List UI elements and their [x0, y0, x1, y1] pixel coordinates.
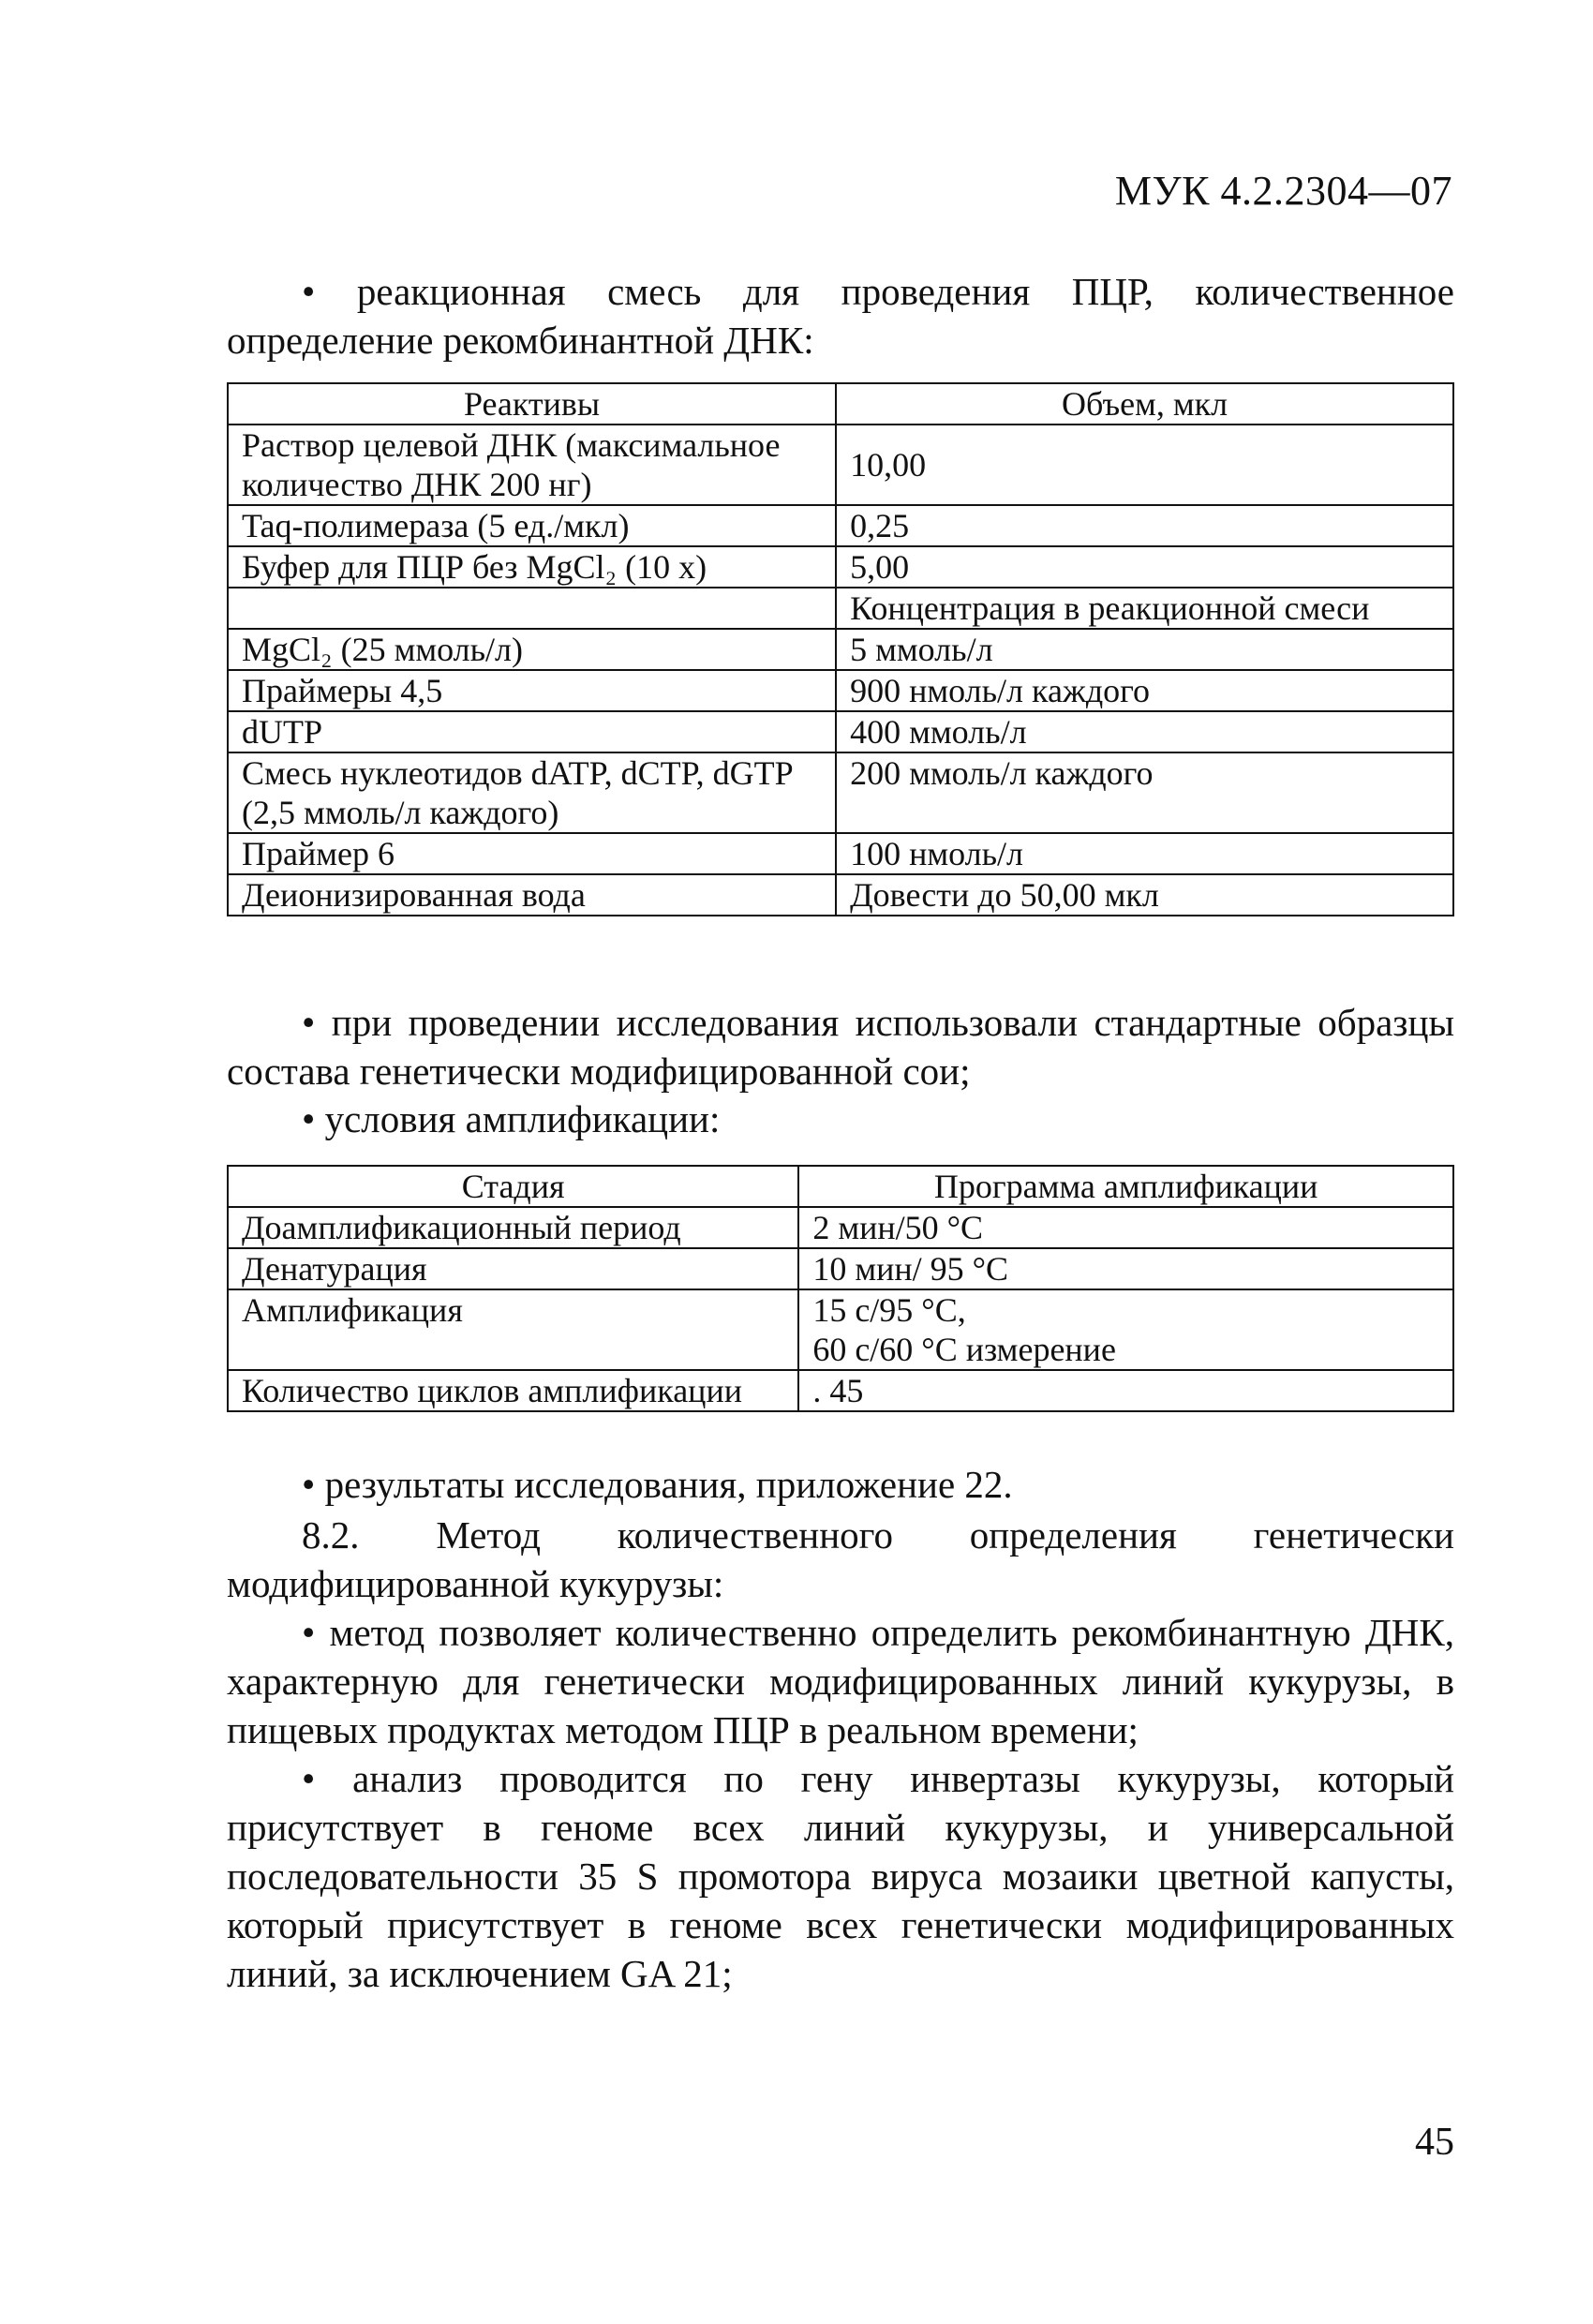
table-cell: Смесь нуклеотидов dATP, dCTP, dGTP (2,5 ммоль/л каждого)	[228, 752, 836, 833]
column-header: Стадия	[228, 1166, 798, 1207]
table-cell: Доамплификационный период	[228, 1207, 798, 1248]
table-row	[228, 505, 1453, 546]
table-cell: 2 мин/50 °С	[798, 1207, 1453, 1248]
column-header: Программа амплификации	[798, 1166, 1453, 1207]
table-cell: 15 с/95 °С, 60 с/60 °С измерение	[798, 1289, 1453, 1370]
table-cell: Амплификация	[228, 1289, 798, 1370]
table-row	[228, 1207, 1453, 1248]
bullet-amplification-conditions: • условия амплификации:	[302, 1097, 721, 1140]
bullet-analysis-description: • анализ проводится по гену инвертазы кукурузы, который присутствует в геноме всех линий кукурузы, и универсальной последовательности 35 S промотора вируса мозаики цветной капусты, который присутствует в геноме всех генетически модифицированных линий, за исключением GA 21;	[227, 1757, 1454, 1995]
table-row	[228, 711, 1453, 752]
table-cell: Буфер для ПЦР без MgCl₂ (10 x)	[228, 546, 836, 588]
page-number: 45	[1415, 2121, 1454, 2164]
table-cell: Праймеры 4,5	[228, 670, 836, 711]
bullet-standard-samples: • при проведении исследования использовали стандартные образцы состава генетически модифицированной сои;	[227, 1001, 1454, 1093]
table-cell: Taq-полимераза (5 ед./мкл)	[228, 505, 836, 546]
table-cell: Деионизированная вода	[228, 874, 836, 916]
table-row	[228, 425, 1453, 505]
table-cell: Концентрация в реакционной смеси	[836, 588, 1453, 629]
table-cell: dUTP	[228, 711, 836, 752]
table-row	[228, 546, 1453, 588]
table-cell: 10,00	[836, 425, 1453, 505]
table-cell: 0,25	[836, 505, 1453, 546]
table-row	[228, 588, 1453, 629]
table-cell: Довести до 50,00 мкл	[836, 874, 1453, 916]
table-row	[228, 1289, 1453, 1370]
table-cell: Денатурация	[228, 1248, 798, 1289]
table-cell: 5 ммоль/л	[836, 629, 1453, 670]
table-cell: Праймер 6	[228, 833, 836, 874]
section-8-2-heading: 8.2. Метод количественного определения генетически модифицированной кукурузы:	[227, 1513, 1454, 1605]
document-code-header: МУК 4.2.2304—07	[1114, 168, 1452, 214]
table-cell: 200 ммоль/л каждого	[836, 752, 1453, 833]
table-row	[228, 670, 1453, 711]
table-cell: 400 ммоль/л	[836, 711, 1453, 752]
table-row	[228, 1248, 1453, 1289]
reagents-table	[227, 382, 1454, 916]
table-row	[228, 874, 1453, 916]
column-header: Реактивы	[228, 383, 836, 425]
table-header-row	[228, 383, 1453, 425]
table-row	[228, 752, 1453, 833]
table-cell: 10 мин/ 95 °С	[798, 1248, 1453, 1289]
table-row	[228, 833, 1453, 874]
table-cell: 100 нмоль/л	[836, 833, 1453, 874]
bullet-reaction-mix: • реакционная смесь для проведения ПЦР, количественное определение рекомбинантной ДНК:	[227, 270, 1454, 362]
table-cell: Раствор целевой ДНК (максимальное количество ДНК 200 нг)	[228, 425, 836, 505]
amplification-table	[227, 1165, 1454, 1412]
table-cell: . 45	[798, 1370, 1453, 1411]
table-row	[228, 629, 1453, 670]
bullet-method-description: • метод позволяет количественно определить рекомбинантную ДНК, характерную для генетически модифицированных линий кукурузы, в пищевых продуктах методом ПЦР в реальном времени;	[227, 1611, 1454, 1751]
table-cell: MgCl₂ (25 ммоль/л)	[228, 629, 836, 670]
table-header-row	[228, 1166, 1453, 1207]
table-cell: Количество циклов амплификации	[228, 1370, 798, 1411]
table-cell	[228, 588, 836, 629]
table-cell: 900 нмоль/л каждого	[836, 670, 1453, 711]
table-row	[228, 1370, 1453, 1411]
bullet-results: • результаты исследования, приложение 22.	[302, 1463, 1013, 1506]
table-cell: 5,00	[836, 546, 1453, 588]
column-header: Объем, мкл	[836, 383, 1453, 425]
